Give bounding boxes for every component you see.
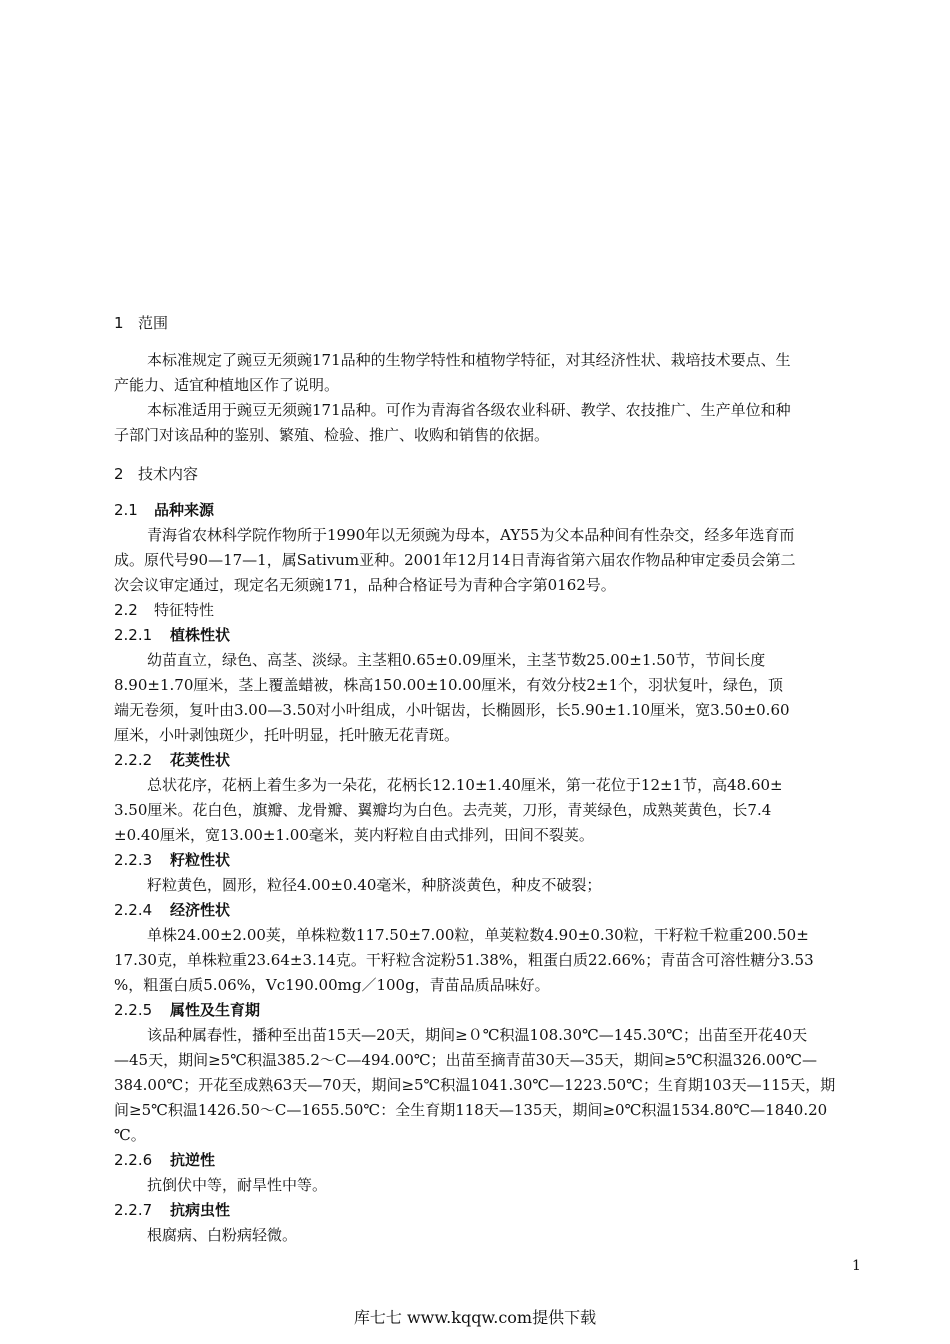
- text-line: 成。原代号90—17—1，属Sativum亚种。2001年12月14日青海省第六届农作物品种审定委员会第二: [114, 551, 796, 569]
- section-title: 经济性状: [170, 901, 231, 919]
- text-line: 该品种属春性，播种至出苗15天—20天，期间≥０℃积温108.30℃—145.30℃；出苗至开花40天: [147, 1026, 808, 1044]
- section-number: 2.1: [114, 501, 138, 519]
- section-title: 抗逆性: [170, 1151, 216, 1169]
- text-line: ℃。: [114, 1126, 146, 1144]
- section-heading: [114, 848, 864, 873]
- section-heading: [114, 462, 864, 487]
- section-heading: [114, 498, 864, 523]
- text-line: 幼苗直立，绿色、高茎、淡绿。主茎粗0.65±0.09厘米，主茎节数25.00±1.50节，节间长度: [147, 651, 766, 669]
- text-line: 根腐病、白粉病轻微。: [147, 1226, 298, 1244]
- text-line: 间≥5℃积温1426.50～C—1655.50℃：全生育期118天—135天，期间≥0℃积温1534.80℃—1840.20: [114, 1101, 828, 1119]
- text-line: 次会议审定通过，现定名无须豌171，品种合格证号为青种合字第0162号。: [114, 576, 616, 594]
- section-heading: [114, 598, 864, 623]
- section-number: 2.2: [114, 601, 138, 619]
- section-number: 2.2.6: [114, 1151, 153, 1169]
- text-line: 厘米，小叶剥蚀斑少，托叶明显，托叶腋无花青斑。: [114, 726, 460, 744]
- section-title: 技术内容: [138, 465, 199, 483]
- section-number: 2.2.2: [114, 751, 153, 769]
- section-1-scope: [114, 311, 864, 448]
- section-title: 抗病虫性: [170, 1201, 231, 1219]
- section-2-technical: [114, 462, 864, 487]
- download-footer: 库七七 www.kqqw.com提供下载: [353, 1308, 597, 1327]
- section-title: 籽粒性状: [170, 851, 231, 869]
- section-number: 1: [114, 314, 124, 332]
- section-heading: [114, 1148, 864, 1173]
- text-line: —45天，期间≥5℃积温385.2～C—494.00℃；出苗至摘青苗30天—35天，期间≥5℃积温326.00℃—: [114, 1051, 817, 1069]
- section-title: 花荚性状: [170, 751, 231, 769]
- section-number: 2.2.5: [114, 1001, 153, 1019]
- text-line: 384.00℃；开花至成熟63天—70天，期间≥5℃积温1041.30℃—1223.50℃；生育期103天—115天，期: [114, 1076, 836, 1094]
- text-line: 17.30克，单株粒重23.64±3.14克。干籽粒含淀粉51.38%，粗蛋白质22.66%；青苗含可溶性糖分3.53: [114, 951, 814, 969]
- text-line: 青海省农林科学院作物所于1990年以无须豌为母本，AY55为父本品种间有性杂交，经多年选育而: [147, 526, 795, 544]
- section-title: 品种来源: [154, 501, 215, 519]
- text-line: 籽粒黄色，圆形，粒径4.00±0.40毫米，种脐淡黄色，种皮不破裂；: [147, 876, 602, 894]
- text-line: 3.50厘米。花白色，旗瓣、龙骨瓣、翼瓣均为白色。去壳荚，刀形，青荚绿色，成熟荚黄色，长7.4: [114, 801, 772, 819]
- text-line: 本标准规定了豌豆无须豌171品种的生物学特性和植物学特征，对其经济性状、栽培技术要点、生: [147, 351, 791, 369]
- section-2-1: [114, 498, 864, 1248]
- section-number: 2.2.4: [114, 901, 153, 919]
- text-line: 单株24.00±2.00荚，单株粒数117.50±7.00粒，单荚粒数4.90±0.30粒，干籽粒千粒重200.50±: [147, 926, 809, 944]
- section-number: 2.2.7: [114, 1201, 153, 1219]
- section-heading: [114, 998, 864, 1023]
- text-line: 产能力、适宜种植地区作了说明。: [114, 376, 340, 394]
- section-title: 范围: [138, 314, 169, 332]
- text-line: %，粗蛋白质5.06%，Vc190.00mg／100g，青苗品质品味好。: [114, 976, 550, 994]
- section-number: 2.2.3: [114, 851, 153, 869]
- page-number: 1: [852, 1258, 861, 1274]
- text-line: 子部门对该品种的鉴别、繁殖、检验、推广、收购和销售的依据。: [114, 426, 550, 444]
- text-line: ±0.40厘米，宽13.00±1.00毫米，荚内籽粒自由式排列，田间不裂荚。: [114, 826, 594, 844]
- text-line: 总状花序，花柄上着生多为一朵花，花柄长12.10±1.40厘米，第一花位于12±1节，高48.60±: [147, 776, 783, 794]
- text-line: 端无卷须，复叶由3.00—3.50对小叶组成，小叶锯齿，长椭圆形，长5.90±1.10厘米，宽3.50±0.60: [114, 701, 790, 719]
- text-line: 本标准适用于豌豆无须豌171品种。可作为青海省各级农业科研、教学、农技推广、生产单位和种: [147, 401, 791, 419]
- section-title: 植株性状: [170, 626, 231, 644]
- section-heading: [114, 748, 864, 773]
- section-heading: [114, 1198, 864, 1223]
- section-heading: [114, 311, 864, 336]
- text-line: 抗倒伏中等，耐旱性中等。: [147, 1176, 328, 1194]
- text-line: 8.90±1.70厘米，茎上覆盖蜡被，株高150.00±10.00厘米，有效分枝2±1个，羽状复叶，绿色，顶: [114, 676, 784, 694]
- section-number: 2: [114, 465, 124, 483]
- section-heading: [114, 898, 864, 923]
- section-title: 特征特性: [154, 601, 215, 619]
- section-title: 属性及生育期: [170, 1001, 261, 1019]
- section-number: 2.2.1: [114, 626, 153, 644]
- section-heading: [114, 623, 864, 648]
